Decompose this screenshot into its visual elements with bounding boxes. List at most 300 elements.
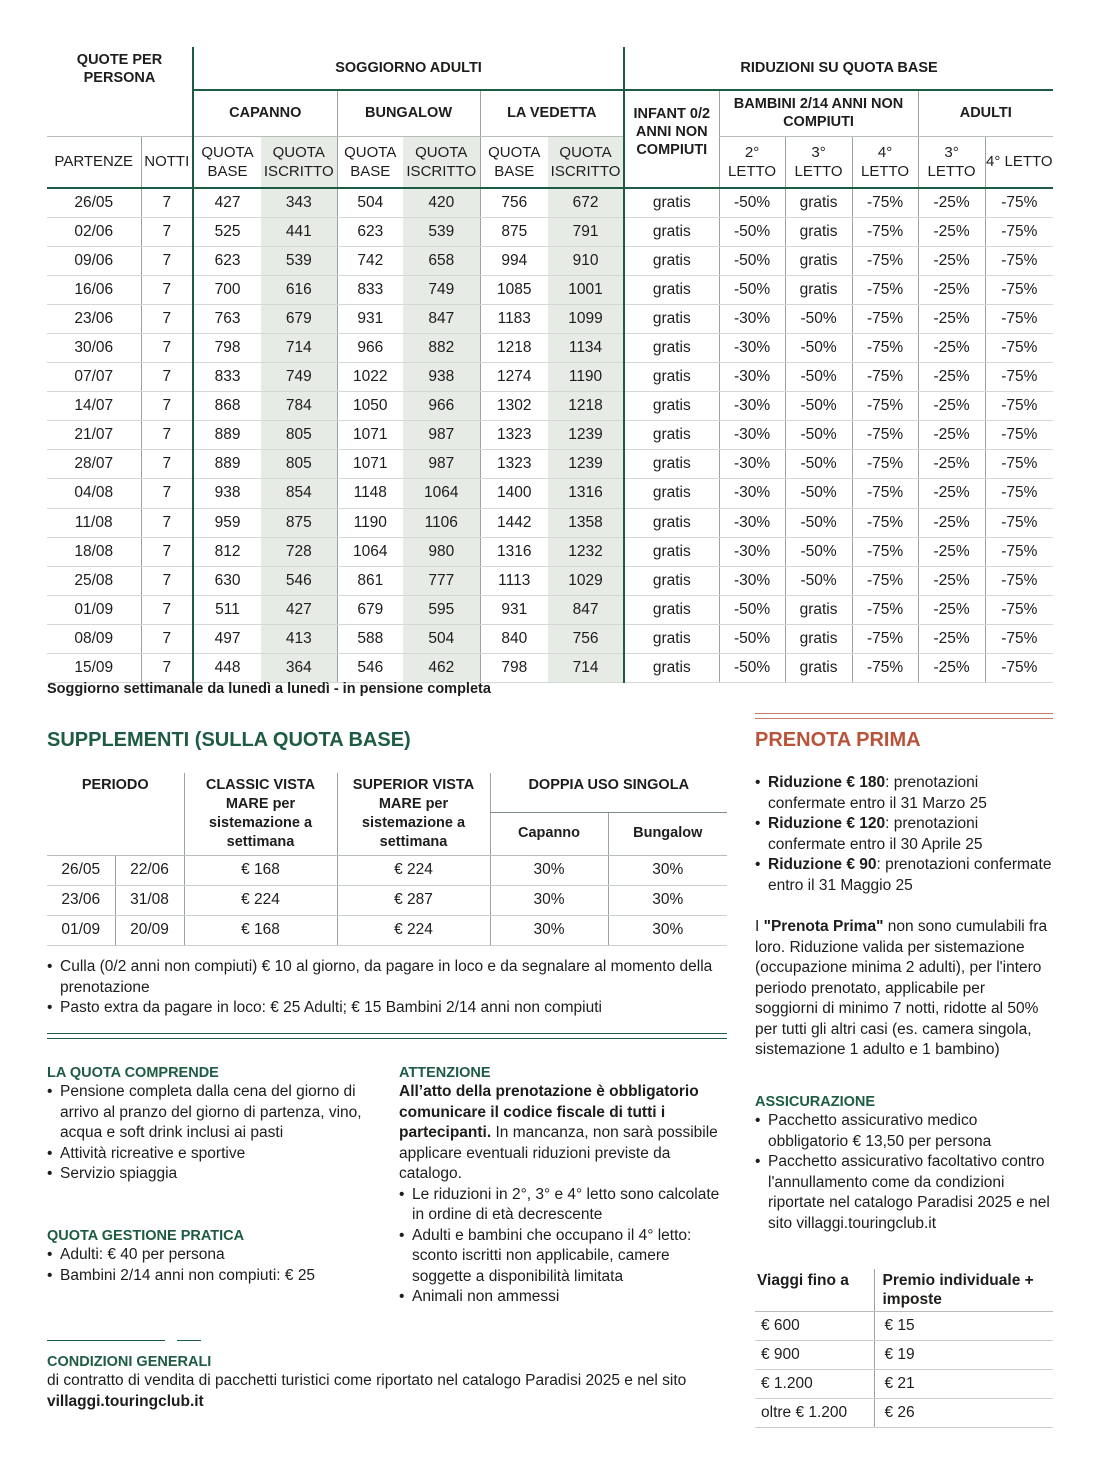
capanno-iscritto-cell: 749 [261, 363, 337, 392]
doppia-bungalow-cell: 30% [608, 885, 727, 915]
bambini-letto3-cell: gratis [785, 188, 852, 218]
periodo-a-cell: 20/09 [115, 915, 184, 945]
doppia-capanno-cell: 30% [490, 885, 608, 915]
partenze-header: PARTENZE [47, 136, 141, 188]
capanno-base-cell: 700 [193, 276, 261, 305]
capanno-iscritto-cell: 805 [261, 421, 337, 450]
vedetta-iscritto-cell: 910 [548, 247, 624, 276]
vedetta-iscritto-cell: 672 [548, 188, 624, 218]
bambini-letto3-cell: -50% [785, 363, 852, 392]
bungalow-iscritto-cell: 1106 [403, 508, 480, 537]
infant-cell: gratis [624, 188, 719, 218]
bungalow-iscritto-cell: 987 [403, 450, 480, 479]
vedetta-base-cell: 1085 [480, 276, 548, 305]
bungalow-iscritto-cell: 987 [403, 421, 480, 450]
partenza-cell: 26/05 [47, 188, 141, 218]
bungalow-iscritto-cell: 938 [403, 363, 480, 392]
bambini-letto3-cell: gratis [785, 247, 852, 276]
table-row [47, 508, 1053, 537]
adulti-letto3-cell: -25% [918, 363, 985, 392]
vedetta-iscritto-cell: 1239 [548, 450, 624, 479]
bungalow-iscritto-cell: 777 [403, 566, 480, 595]
adulti-letto4-cell: -75% [985, 276, 1053, 305]
bambini-letto2-cell: -30% [719, 305, 785, 334]
notti-cell: 7 [141, 392, 193, 421]
bambini-letto3-cell: -50% [785, 566, 852, 595]
premio-cell: € 19 [874, 1341, 1053, 1370]
bambini-letto4-cell: -75% [852, 334, 918, 363]
bambini-letto3-header: 3° LETTO [785, 136, 852, 188]
partenza-cell: 15/09 [47, 653, 141, 682]
partenza-cell: 30/06 [47, 334, 141, 363]
partenza-cell: 07/07 [47, 363, 141, 392]
bambini-letto3-cell: -50% [785, 334, 852, 363]
doppia-capanno-cell: 30% [490, 915, 608, 945]
vedetta-base-cell: 1323 [480, 450, 548, 479]
condizioni-title: CONDIZIONI GENERALI [47, 1354, 212, 1370]
bungalow-base-cell: 504 [337, 188, 403, 218]
condizioni-section [47, 1354, 737, 1412]
capanno-base-cell: 812 [193, 537, 261, 566]
capanno-iscritto-cell: 427 [261, 595, 337, 624]
gestione-pratica-section [47, 1228, 377, 1286]
infant-cell: gratis [624, 247, 719, 276]
bambini-letto2-cell: -30% [719, 334, 785, 363]
notti-cell: 7 [141, 188, 193, 218]
la-vedetta-header: LA VEDETTA [480, 90, 624, 136]
infant-cell: gratis [624, 218, 719, 247]
bambini-letto4-cell: -75% [852, 450, 918, 479]
bambini-letto4-cell: -75% [852, 595, 918, 624]
vedetta-base-cell: 875 [480, 218, 548, 247]
capanno-base-header: QUOTA BASE [193, 136, 261, 188]
list-item: • Le riduzioni in 2°, 3° e 4° letto sono calcolate in ordine di età decrescente [399, 1185, 729, 1226]
capanno-iscritto-cell: 728 [261, 537, 337, 566]
adulti-letto4-cell: -75% [985, 218, 1053, 247]
prenota-prima-paragraph: I "Prenota Prima" non sono cumulabili fra loro. Riduzione valida per sistemazione (occupazione minima 2 adulti), per l'intero periodo prenotato, applicabile per soggiorni di minimo 7 notti, ridotte al 50% per tutti gli altri casi (es. camera singola, sistemazione 1 adulto e 1 bambino) [755, 918, 1048, 1058]
classic-header: CLASSIC VISTA MARE per sistemazione a settimana [184, 773, 337, 855]
notti-cell: 7 [141, 537, 193, 566]
bungalow-iscritto-cell: 966 [403, 392, 480, 421]
doppia-bungalow-cell: 30% [608, 855, 727, 885]
adulti-letto4-cell: -75% [985, 479, 1053, 508]
vedetta-iscritto-cell: 1218 [548, 392, 624, 421]
bambini-letto4-cell: -75% [852, 392, 918, 421]
bambini-letto3-cell: -50% [785, 450, 852, 479]
bungalow-base-cell: 623 [337, 218, 403, 247]
capanno-base-cell: 833 [193, 363, 261, 392]
supplementi-title: SUPPLEMENTI (SULLA QUOTA BASE) [47, 729, 411, 751]
infant-cell: gratis [624, 392, 719, 421]
bambini-letto4-cell: -75% [852, 537, 918, 566]
bambini-letto4-cell: -75% [852, 479, 918, 508]
notti-cell: 7 [141, 450, 193, 479]
notti-cell: 7 [141, 624, 193, 653]
vedetta-base-header: QUOTA BASE [480, 136, 548, 188]
bambini-letto2-cell: -50% [719, 218, 785, 247]
viaggi-cell: € 600 [755, 1312, 874, 1341]
list-item: • Riduzione € 180: prenotazioni confermate entro il 31 Marzo 25 [755, 773, 1055, 814]
table-row [47, 450, 1053, 479]
table-row [47, 915, 727, 945]
bambini-letto4-cell: -75% [852, 421, 918, 450]
adulti-letto4-cell: -75% [985, 624, 1053, 653]
bungalow-iscritto-header: QUOTA ISCRITTO [403, 136, 480, 188]
bambini-letto4-cell: -75% [852, 566, 918, 595]
superior-cell: € 287 [337, 885, 490, 915]
quote-per-persona-header: QUOTE PER PERSONA [47, 47, 193, 136]
bambini-letto4-header: 4° LETTO [852, 136, 918, 188]
capanno-iscritto-header: QUOTA ISCRITTO [261, 136, 337, 188]
bungalow-base-cell: 833 [337, 276, 403, 305]
vedetta-iscritto-cell: 1099 [548, 305, 624, 334]
vedetta-base-cell: 798 [480, 653, 548, 682]
table-row [47, 855, 727, 885]
capanno-header: CAPANNO [193, 90, 337, 136]
classic-cell: € 224 [184, 885, 337, 915]
bungalow-iscritto-cell: 462 [403, 653, 480, 682]
capanno-iscritto-cell: 616 [261, 276, 337, 305]
table-row [755, 1370, 1053, 1399]
bambini-letto4-cell: -75% [852, 624, 918, 653]
premio-cell: € 15 [874, 1312, 1053, 1341]
vedetta-iscritto-cell: 1232 [548, 537, 624, 566]
viaggi-header: Viaggi fino a [755, 1269, 874, 1312]
table-row [755, 1399, 1053, 1428]
capanno-iscritto-cell: 539 [261, 247, 337, 276]
capanno-iscritto-cell: 875 [261, 508, 337, 537]
adulti-letto3-cell: -25% [918, 537, 985, 566]
condizioni-text: di contratto di vendita di pacchetti turistici come riportato nel catalogo Paradisi 2025 e nel sito [47, 1372, 687, 1389]
table-row [47, 885, 727, 915]
bungalow-iscritto-cell: 504 [403, 624, 480, 653]
riduzioni-header: RIDUZIONI SU QUOTA BASE [624, 47, 1053, 90]
bambini-letto3-cell: -50% [785, 421, 852, 450]
infant-cell: gratis [624, 537, 719, 566]
bungalow-iscritto-cell: 595 [403, 595, 480, 624]
adulti-letto4-header: 4° LETTO [985, 136, 1053, 188]
adulti-letto3-cell: -25% [918, 247, 985, 276]
bungalow-base-cell: 966 [337, 334, 403, 363]
list-item: • Pensione completa dalla cena del giorno di arrivo al pranzo del giorno di partenza, vino, acqua e soft drink inclusi ai pasti [47, 1082, 377, 1144]
classic-cell: € 168 [184, 915, 337, 945]
adulti-letto3-cell: -25% [918, 479, 985, 508]
adulti-letto4-cell: -75% [985, 334, 1053, 363]
viaggi-cell: oltre € 1.200 [755, 1399, 874, 1428]
periodo-da-cell: 01/09 [47, 915, 115, 945]
gestione-pratica-title: QUOTA GESTIONE PRATICA [47, 1228, 245, 1244]
table-row [47, 566, 1053, 595]
adulti-letto3-cell: -25% [918, 450, 985, 479]
adulti-letto4-cell: -75% [985, 595, 1053, 624]
notti-cell: 7 [141, 363, 193, 392]
adulti-letto3-cell: -25% [918, 653, 985, 682]
capanno-base-cell: 623 [193, 247, 261, 276]
quota-comprende-title: LA QUOTA COMPRENDE [47, 1065, 219, 1081]
bungalow-base-cell: 1071 [337, 450, 403, 479]
adulti-letto4-cell: -75% [985, 421, 1053, 450]
bungalow-base-header: QUOTA BASE [337, 136, 403, 188]
culla-note: • Culla (0/2 anni non compiuti) € 10 al giorno, da pagare in loco e da segnalare al momento della prenotazione [47, 957, 737, 998]
notti-cell: 7 [141, 566, 193, 595]
bambini-letto2-cell: -50% [719, 247, 785, 276]
infant-cell: gratis [624, 508, 719, 537]
periodo-a-cell: 22/06 [115, 855, 184, 885]
assicurazione-title: ASSICURAZIONE [755, 1094, 876, 1110]
bungalow-base-cell: 742 [337, 247, 403, 276]
supplementi-table [47, 773, 727, 946]
vedetta-iscritto-cell: 847 [548, 595, 624, 624]
periodo-header: PERIODO [47, 773, 184, 855]
bambini-letto2-cell: -30% [719, 421, 785, 450]
vedetta-base-cell: 1274 [480, 363, 548, 392]
infant-header: INFANT 0/2 ANNI NON COMPIUTI [624, 90, 719, 188]
vedetta-iscritto-cell: 714 [548, 653, 624, 682]
vedetta-iscritto-cell: 1190 [548, 363, 624, 392]
adulti-letto3-cell: -25% [918, 566, 985, 595]
divider [755, 713, 1053, 714]
vedetta-base-cell: 1400 [480, 479, 548, 508]
infant-cell: gratis [624, 479, 719, 508]
divider [47, 1038, 727, 1039]
bambini-letto3-cell: -50% [785, 508, 852, 537]
bungalow-base-cell: 1022 [337, 363, 403, 392]
capanno-base-cell: 448 [193, 653, 261, 682]
adulti-letto3-header: 3° LETTO [918, 136, 985, 188]
vedetta-iscritto-cell: 1029 [548, 566, 624, 595]
table-row [47, 421, 1053, 450]
capanno-base-cell: 525 [193, 218, 261, 247]
bambini-letto2-cell: -50% [719, 624, 785, 653]
bungalow-iscritto-cell: 420 [403, 188, 480, 218]
divider [47, 1340, 165, 1341]
infant-cell: gratis [624, 363, 719, 392]
premio-cell: € 21 [874, 1370, 1053, 1399]
vedetta-base-cell: 1442 [480, 508, 548, 537]
bungalow-iscritto-cell: 882 [403, 334, 480, 363]
supplementi-notes [47, 957, 737, 1019]
bambini-letto2-cell: -50% [719, 595, 785, 624]
notti-header: NOTTI [141, 136, 193, 188]
vedetta-iscritto-cell: 1239 [548, 421, 624, 450]
notti-cell: 7 [141, 334, 193, 363]
condizioni-link[interactable]: villaggi.touringclub.it [47, 1392, 204, 1410]
infant-cell: gratis [624, 566, 719, 595]
doppia-capanno-header: Capanno [490, 812, 608, 855]
bungalow-iscritto-cell: 749 [403, 276, 480, 305]
superior-cell: € 224 [337, 855, 490, 885]
infant-cell: gratis [624, 334, 719, 363]
quota-comprende-section [47, 1065, 377, 1185]
vedetta-base-cell: 931 [480, 595, 548, 624]
bambini-letto3-cell: -50% [785, 537, 852, 566]
bambini-letto3-cell: -50% [785, 479, 852, 508]
vedetta-base-cell: 1302 [480, 392, 548, 421]
table-row [755, 1341, 1053, 1370]
attenzione-text: In mancanza, non sarà possibile applicare eventuali riduzioni previste da catalogo. [399, 1124, 718, 1182]
vedetta-base-cell: 1218 [480, 334, 548, 363]
capanno-iscritto-cell: 854 [261, 479, 337, 508]
bungalow-base-cell: 931 [337, 305, 403, 334]
price-table-note: Soggiorno settimanale da lunedì a lunedì - in pensione completa [47, 681, 491, 697]
bambini-letto3-cell: gratis [785, 624, 852, 653]
adulti-letto4-cell: -75% [985, 537, 1053, 566]
capanno-iscritto-cell: 364 [261, 653, 337, 682]
bambini-letto3-cell: gratis [785, 653, 852, 682]
bambini-letto2-cell: -30% [719, 363, 785, 392]
partenza-cell: 02/06 [47, 218, 141, 247]
capanno-iscritto-cell: 714 [261, 334, 337, 363]
bungalow-header: BUNGALOW [337, 90, 480, 136]
divider [47, 1033, 727, 1034]
partenza-cell: 08/09 [47, 624, 141, 653]
soggiorno-adulti-header: SOGGIORNO ADULTI [193, 47, 624, 90]
vedetta-iscritto-cell: 756 [548, 624, 624, 653]
partenza-cell: 16/06 [47, 276, 141, 305]
doppia-bungalow-cell: 30% [608, 915, 727, 945]
bambini-letto2-cell: -50% [719, 653, 785, 682]
capanno-iscritto-cell: 679 [261, 305, 337, 334]
table-row [47, 218, 1053, 247]
adulti-letto4-cell: -75% [985, 653, 1053, 682]
bungalow-base-cell: 679 [337, 595, 403, 624]
vedetta-base-cell: 840 [480, 624, 548, 653]
bungalow-iscritto-cell: 1064 [403, 479, 480, 508]
capanno-iscritto-cell: 413 [261, 624, 337, 653]
prenota-prima-list [755, 773, 1055, 896]
bambini-letto2-cell: -30% [719, 537, 785, 566]
bungalow-iscritto-cell: 980 [403, 537, 480, 566]
bambini-letto4-cell: -75% [852, 188, 918, 218]
prenota-prima-title: PRENOTA PRIMA [755, 729, 921, 751]
vedetta-base-cell: 1316 [480, 537, 548, 566]
bambini-letto4-cell: -75% [852, 247, 918, 276]
bambini-letto2-cell: -30% [719, 479, 785, 508]
adulti-letto4-cell: -75% [985, 392, 1053, 421]
attenzione-bold: All’atto della prenotazione è obbligatorio comunicare il codice fiscale di tutti i partecipanti. [399, 1083, 699, 1141]
list-item: • Riduzione € 90: prenotazioni confermate entro il 31 Maggio 25 [755, 855, 1055, 896]
bambini-letto2-cell: -50% [719, 276, 785, 305]
doppia-capanno-cell: 30% [490, 855, 608, 885]
list-item: • Servizio spiaggia [47, 1164, 377, 1185]
partenza-cell: 28/07 [47, 450, 141, 479]
capanno-base-cell: 889 [193, 421, 261, 450]
notti-cell: 7 [141, 595, 193, 624]
superior-header: SUPERIOR VISTA MARE per sistemazione a settimana [337, 773, 490, 855]
capanno-base-cell: 959 [193, 508, 261, 537]
capanno-iscritto-cell: 805 [261, 450, 337, 479]
bungalow-base-cell: 1148 [337, 479, 403, 508]
table-row [47, 653, 1053, 682]
adulti-letto4-cell: -75% [985, 508, 1053, 537]
bambini-letto4-cell: -75% [852, 218, 918, 247]
bambini-letto2-header: 2° LETTO [719, 136, 785, 188]
doppia-header: DOPPIA USO SINGOLA [490, 773, 727, 812]
viaggi-cell: € 900 [755, 1341, 874, 1370]
table-row [755, 1312, 1053, 1341]
partenza-cell: 04/08 [47, 479, 141, 508]
table-row [47, 334, 1053, 363]
bambini-letto3-cell: gratis [785, 595, 852, 624]
vedetta-iscritto-cell: 1358 [548, 508, 624, 537]
notti-cell: 7 [141, 421, 193, 450]
bambini-letto3-cell: gratis [785, 218, 852, 247]
adulti-letto3-cell: -25% [918, 305, 985, 334]
notti-cell: 7 [141, 508, 193, 537]
attenzione-section [399, 1065, 729, 1308]
infant-cell: gratis [624, 595, 719, 624]
list-item: • Riduzione € 120: prenotazioni confermate entro il 30 Aprile 25 [755, 814, 1055, 855]
list-item: • Animali non ammessi [399, 1287, 729, 1308]
divider [755, 718, 1053, 719]
bambini-letto3-cell: -50% [785, 392, 852, 421]
bambini-letto2-cell: -30% [719, 450, 785, 479]
table-row [47, 363, 1053, 392]
adulti-letto4-cell: -75% [985, 247, 1053, 276]
bungalow-iscritto-cell: 847 [403, 305, 480, 334]
capanno-base-cell: 497 [193, 624, 261, 653]
capanno-base-cell: 630 [193, 566, 261, 595]
table-row [47, 276, 1053, 305]
table-row [47, 247, 1053, 276]
vedetta-base-cell: 756 [480, 188, 548, 218]
vedetta-iscritto-cell: 1316 [548, 479, 624, 508]
table-row [47, 537, 1053, 566]
capanno-base-cell: 511 [193, 595, 261, 624]
partenza-cell: 01/09 [47, 595, 141, 624]
infant-cell: gratis [624, 276, 719, 305]
divider [177, 1340, 201, 1341]
partenza-cell: 14/07 [47, 392, 141, 421]
bungalow-base-cell: 588 [337, 624, 403, 653]
table-row [47, 595, 1053, 624]
adulti-letto3-cell: -25% [918, 624, 985, 653]
capanno-iscritto-cell: 441 [261, 218, 337, 247]
vedetta-base-cell: 1113 [480, 566, 548, 595]
bambini-letto4-cell: -75% [852, 305, 918, 334]
price-table [47, 47, 1053, 683]
bambini-letto4-cell: -75% [852, 276, 918, 305]
capanno-base-cell: 868 [193, 392, 261, 421]
partenza-cell: 23/06 [47, 305, 141, 334]
bambini-letto2-cell: -30% [719, 566, 785, 595]
adulti-letto3-cell: -25% [918, 595, 985, 624]
bambini-letto4-cell: -75% [852, 653, 918, 682]
capanno-base-cell: 427 [193, 188, 261, 218]
assicurazione-section [755, 1094, 1055, 1234]
bambini-letto4-cell: -75% [852, 363, 918, 392]
list-item: • Adulti e bambini che occupano il 4° letto: sconto iscritti non applicabile, camere soggette a disponibilità limitata [399, 1226, 729, 1288]
adulti-letto3-cell: -25% [918, 188, 985, 218]
adulti-header: ADULTI [918, 90, 1053, 136]
bungalow-base-cell: 1064 [337, 537, 403, 566]
adulti-letto3-cell: -25% [918, 334, 985, 363]
vedetta-base-cell: 994 [480, 247, 548, 276]
periodo-a-cell: 31/08 [115, 885, 184, 915]
bambini-letto2-cell: -50% [719, 188, 785, 218]
bambini-letto2-cell: -30% [719, 508, 785, 537]
table-row [47, 624, 1053, 653]
capanno-base-cell: 938 [193, 479, 261, 508]
list-item: • Bambini 2/14 anni non compiuti: € 25 [47, 1266, 377, 1287]
table-row [47, 479, 1053, 508]
partenza-cell: 25/08 [47, 566, 141, 595]
adulti-letto3-cell: -25% [918, 508, 985, 537]
adulti-letto3-cell: -25% [918, 421, 985, 450]
bungalow-iscritto-cell: 539 [403, 218, 480, 247]
pasto-extra-note: • Pasto extra da pagare in loco: € 25 Adulti; € 15 Bambini 2/14 anni non compiuti [47, 998, 737, 1019]
notti-cell: 7 [141, 653, 193, 682]
